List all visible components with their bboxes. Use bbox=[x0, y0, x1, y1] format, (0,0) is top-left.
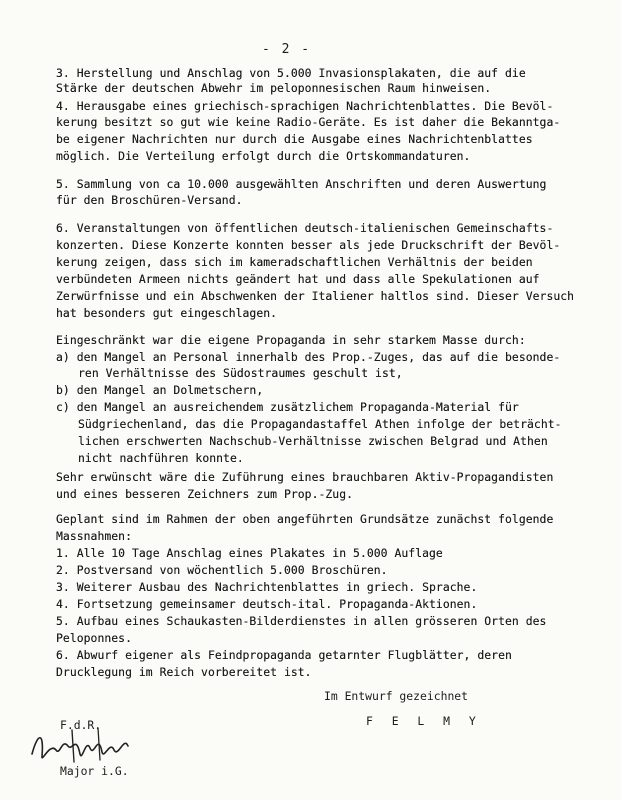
text-line: Geplant sind im Rahmen der oben angeführten Grundsätze zunächst folgende bbox=[56, 512, 554, 526]
text-line: 3. Herstellung und Anschlag von 5.000 Invasionsplakaten, die auf die bbox=[56, 66, 526, 80]
text-line: konzerten. Diese Konzerte konnten besser als jede Druckschrift der Bevöl- bbox=[56, 238, 561, 252]
text-line: 6. Abwurf eigener als Feindpropaganda getarnter Flugblätter, deren bbox=[56, 648, 512, 662]
text-line: 6. Veranstaltungen von öffentlichen deutsch-italienischen Gemeinschafts- bbox=[56, 221, 554, 235]
text-line: 4. Herausgabe eines griechisch-sprachigen Nachrichtenblattes. Die Bevöl- bbox=[56, 99, 554, 113]
text-line: a) den Mangel an Personal innerhalb des Prop.-Zuges, das auf die besonde- bbox=[56, 350, 561, 364]
text-line: und eines besseren Zeichners zum Prop.-Zug. bbox=[56, 487, 354, 501]
text-line: Stärke der deutschen Abwehr im peloponnesischen Raum hinweisen. bbox=[56, 81, 492, 95]
text-line: kerung zeigen, dass sich im kameradschaftlichen Verhältnis der beiden bbox=[56, 255, 533, 269]
text-line: b) den Mangel an Dolmetschern, bbox=[56, 383, 264, 397]
page-number: - 2 - bbox=[262, 42, 312, 57]
handwritten-signature bbox=[28, 724, 148, 768]
text-line: Drucklegung im Reich vorbereitet ist. bbox=[56, 665, 312, 679]
text-line: 4. Fortsetzung gemeinsamer deutsch-ital. Propaganda-Aktionen. bbox=[56, 597, 478, 611]
text-line: 3. Weiterer Ausbau des Nachrichtenblattes in griech. Sprache. bbox=[56, 580, 478, 594]
text-line: 2. Postversand von wöchentlich 5.000 Broschüren. bbox=[56, 563, 388, 577]
text-line: ren Verhältnisse des Südostraumes geschult ist, bbox=[78, 366, 403, 380]
text-line: Zerwürfnisse und ein Abschwenken der Italiener haltlos sind. Dieser Versuch bbox=[56, 289, 575, 303]
text-line: Sehr erwünscht wäre die Zuführung eines brauchbaren Aktiv-Propagandisten bbox=[56, 470, 554, 484]
text-line: lichen erschwerten Nachschub-Verhältnisse zwischen Belgrad und Athen bbox=[78, 434, 548, 448]
text-line: kerung besitzt so gut wie keine Radio-Geräte. Es ist daher die Bekanntga- bbox=[56, 115, 561, 129]
text-line: Massnahmen: bbox=[56, 529, 132, 543]
text-line: c) den Mangel an ausreichendem zusätzlichem Propaganda-Material für bbox=[56, 400, 519, 414]
text-line: 1. Alle 10 Tage Anschlag eines Plakates in 5.000 Auflage bbox=[56, 546, 443, 560]
signature-fdr: F.d.R. bbox=[60, 718, 102, 732]
text-line: hat besonders gut eingeschlagen. bbox=[56, 306, 278, 320]
signature-draft-note: Im Entwurf gezeichnet bbox=[324, 689, 469, 703]
text-line: Südgriechenland, das die Propagandastaffel Athen infolge der beträcht- bbox=[78, 417, 562, 431]
signature-name: F E L M Y bbox=[366, 714, 482, 728]
text-line: Peloponnes. bbox=[56, 631, 132, 645]
text-line: verbündeten Armeen nichts geändert hat und dass alle Spekulationen auf bbox=[56, 272, 540, 286]
text-line: für den Broschüren-Versand. bbox=[56, 193, 243, 207]
text-line: be eigener Nachrichten nur durch die Ausgabe eines Nachrichtenblattes bbox=[56, 132, 533, 146]
signature-rank: Major i.G. bbox=[60, 764, 129, 778]
text-line: nicht nachführen konnte. bbox=[78, 451, 244, 465]
text-line: möglich. Die Verteilung erfolgt durch die Ortskommandaturen. bbox=[56, 149, 471, 163]
text-line: 5. Sammlung von ca 10.000 ausgewählten Anschriften und deren Auswertung bbox=[56, 177, 547, 191]
text-line: Eingeschränkt war die eigene Propaganda in sehr starkem Masse durch: bbox=[56, 333, 526, 347]
text-line: 5. Aufbau eines Schaukasten-Bilderdienstes in allen grösseren Orten des bbox=[56, 614, 547, 628]
